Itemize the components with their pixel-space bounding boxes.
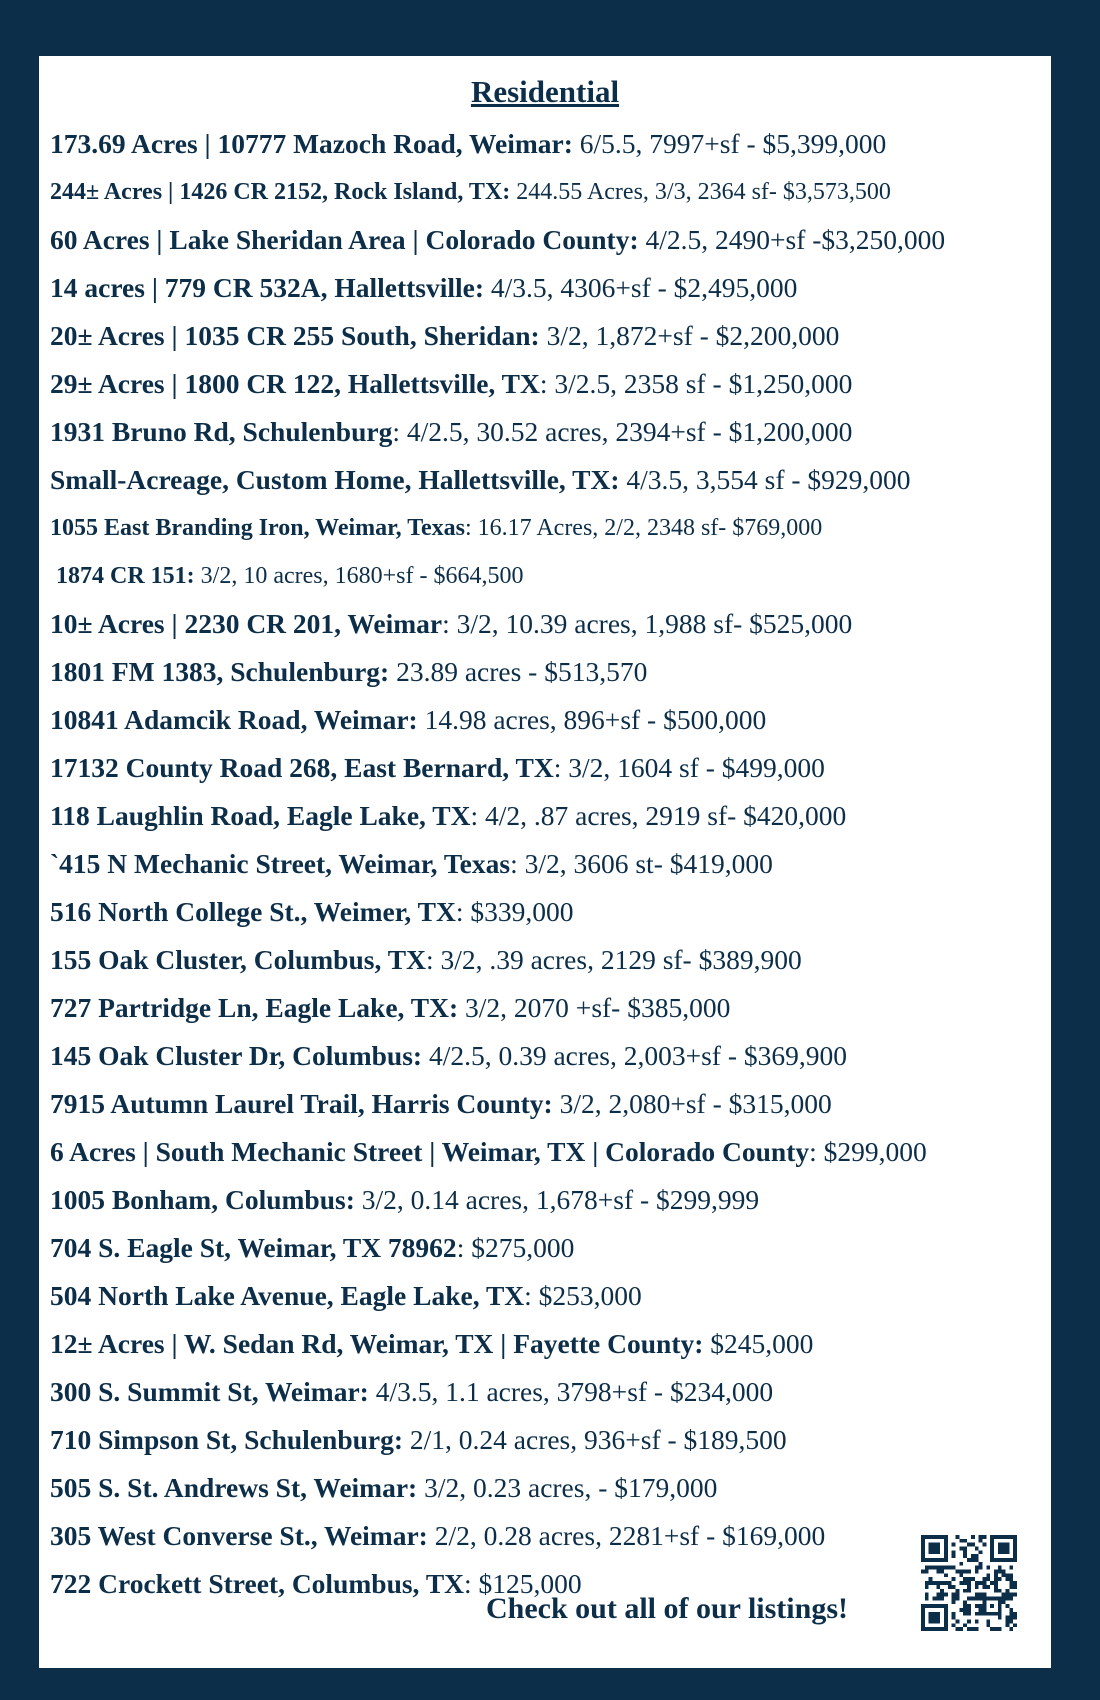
- listing-details: : $125,000: [464, 1568, 582, 1599]
- listing-name: 10± Acres | 2230 CR 201, Weimar: [50, 608, 443, 639]
- listing-name: 173.69 Acres | 10777 Mazoch Road, Weimar:: [50, 128, 573, 159]
- listing-details: 3/2, 0.23 acres, - $179,000: [417, 1472, 718, 1503]
- listing-name: 17132 County Road 268, East Bernard, TX: [50, 752, 554, 783]
- listing-name: 1801 FM 1383, Schulenburg:: [50, 656, 390, 687]
- listing-details: 23.89 acres - $513,570: [389, 656, 648, 687]
- listing-details: 2/2, 0.28 acres, 2281+sf - $169,000: [427, 1520, 826, 1551]
- listing-name: 60 Acres | Lake Sheridan Area | Colorado County:: [50, 224, 639, 255]
- listing-name: 20± Acres | 1035 CR 255 South, Sheridan:: [50, 320, 540, 351]
- listing-details: : 3/2, .39 acres, 2129 sf- $389,900: [425, 944, 802, 975]
- listing-name: 710 Simpson St, Schulenburg:: [50, 1424, 404, 1455]
- section-heading: Residential: [470, 74, 620, 109]
- listings-panel: [39, 56, 1051, 1668]
- listing-item[interactable]: [50, 696, 945, 744]
- listing-item[interactable]: [50, 408, 945, 456]
- listing-details: 14.98 acres, 896+sf - $500,000: [417, 704, 767, 735]
- listing-details: : 3/2, 10.39 acres, 1,988 sf- $525,000: [442, 608, 853, 639]
- listing-item[interactable]: [50, 360, 945, 408]
- listing-name: 1931 Bruno Rd, Schulenburg: [50, 416, 393, 447]
- listing-details: 4/2.5, 0.39 acres, 2,003+sf - $369,900: [422, 1040, 847, 1071]
- listing-item[interactable]: [50, 1416, 945, 1464]
- listing-details: 3/2, 2070 +sf- $385,000: [458, 992, 731, 1023]
- listing-details: 4/3.5, 1.1 acres, 3798+sf - $234,000: [368, 1376, 774, 1407]
- listing-item[interactable]: [50, 1512, 945, 1560]
- listing-name: 14 acres | 779 CR 532A, Hallettsville:: [50, 272, 485, 303]
- listing-item[interactable]: [50, 1176, 945, 1224]
- listing-item[interactable]: [50, 840, 945, 888]
- listing-details: : 3/2.5, 2358 sf - $1,250,000: [539, 368, 853, 399]
- listing-name: 504 North Lake Avenue, Eagle Lake, TX: [50, 1280, 525, 1311]
- listing-item[interactable]: [50, 1080, 945, 1128]
- listing-name: `415 N Mechanic Street, Weimar, Texas: [50, 848, 511, 879]
- listing-details: : 4/2, .87 acres, 2919 sf- $420,000: [470, 800, 847, 831]
- listing-details: 244.55 Acres, 3/3, 2364 sf- $3,573,500: [510, 179, 891, 205]
- listing-details: 4/3.5, 3,554 sf - $929,000: [619, 464, 911, 495]
- listing-name: 516 North College St., Weimer, TX: [50, 896, 456, 927]
- listing-details: : 3/2, 3606 st- $419,000: [510, 848, 773, 879]
- listing-details: 3/2, 0.14 acres, 1,678+sf - $299,999: [354, 1184, 760, 1215]
- listing-name: 1005 Bonham, Columbus:: [50, 1184, 355, 1215]
- listing-details: $245,000: [703, 1328, 814, 1359]
- listing-name: 244± Acres | 1426 CR 2152, Rock Island, TX:: [50, 179, 511, 205]
- listing-name: Small-Acreage, Custom Home, Hallettsville, TX:: [50, 464, 620, 495]
- listing-details: 4/3.5, 4306+sf - $2,495,000: [484, 272, 798, 303]
- listing-item[interactable]: [50, 936, 945, 984]
- listing-item[interactable]: [50, 1320, 945, 1368]
- listing-name: 145 Oak Cluster Dr, Columbus:: [50, 1040, 423, 1071]
- listing-item[interactable]: [50, 1272, 945, 1320]
- listing-item[interactable]: [50, 504, 945, 552]
- listing-item[interactable]: [50, 1032, 945, 1080]
- listing-name: 12± Acres | W. Sedan Rd, Weimar, TX | Fayette County:: [50, 1328, 704, 1359]
- listing-details: 6/5.5, 7997+sf - $5,399,000: [572, 128, 887, 159]
- listing-item[interactable]: [50, 264, 945, 312]
- listing-item[interactable]: [50, 984, 945, 1032]
- listing-item[interactable]: [50, 1368, 945, 1416]
- listing-item[interactable]: [50, 168, 945, 216]
- listing-item[interactable]: [50, 120, 945, 168]
- listing-name: 1055 East Branding Iron, Weimar, Texas: [50, 515, 465, 541]
- listing-name: 300 S. Summit St, Weimar:: [50, 1376, 369, 1407]
- listing-name: 704 S. Eagle St, Weimar, TX 78962: [50, 1232, 457, 1263]
- listing-details: : 16.17 Acres, 2/2, 2348 sf- $769,000: [464, 515, 823, 541]
- listing-item[interactable]: [50, 216, 945, 264]
- listing-details: 4/2.5, 2490+sf -$3,250,000: [638, 224, 946, 255]
- listing-item[interactable]: [50, 312, 945, 360]
- listing-name: 1874 CR 151:: [56, 563, 195, 589]
- residential-listings: [50, 120, 945, 1608]
- listing-name: 6 Acres | South Mechanic Street | Weimar, TX | Colorado County: [50, 1136, 810, 1167]
- listing-name: 727 Partridge Ln, Eagle Lake, TX:: [50, 992, 459, 1023]
- listing-item[interactable]: [50, 744, 945, 792]
- all-listings-link[interactable]: Check out all of our listings!: [486, 1592, 848, 1625]
- listing-name: 305 West Converse St., Weimar:: [50, 1520, 428, 1551]
- listing-name: 118 Laughlin Road, Eagle Lake, TX: [50, 800, 471, 831]
- listing-name: 505 S. St. Andrews St, Weimar:: [50, 1472, 418, 1503]
- listing-item[interactable]: [50, 456, 945, 504]
- listing-details: : $275,000: [456, 1232, 575, 1263]
- listing-item[interactable]: [50, 792, 945, 840]
- listing-item[interactable]: [50, 1128, 945, 1176]
- listing-details: : $253,000: [524, 1280, 642, 1311]
- listing-name: 155 Oak Cluster, Columbus, TX: [50, 944, 426, 975]
- listing-details: : 4/2.5, 30.52 acres, 2394+sf - $1,200,000: [392, 416, 853, 447]
- qr-code-icon[interactable]: [921, 1535, 1017, 1631]
- listing-item[interactable]: [50, 1464, 945, 1512]
- listing-details: : $339,000: [455, 896, 574, 927]
- listing-details: 3/2, 1,872+sf - $2,200,000: [539, 320, 840, 351]
- listing-name: 29± Acres | 1800 CR 122, Hallettsville, TX: [50, 368, 540, 399]
- listing-name: 10841 Adamcik Road, Weimar:: [50, 704, 418, 735]
- listing-name: 7915 Autumn Laurel Trail, Harris County:: [50, 1088, 553, 1119]
- listing-item[interactable]: [50, 600, 945, 648]
- listing-item[interactable]: [50, 648, 945, 696]
- listing-item[interactable]: [50, 552, 945, 600]
- listing-item[interactable]: [50, 888, 945, 936]
- listing-details: : 3/2, 1604 sf - $499,000: [553, 752, 825, 783]
- listing-details: 3/2, 2,080+sf - $315,000: [552, 1088, 832, 1119]
- listing-details: 2/1, 0.24 acres, 936+sf - $189,500: [403, 1424, 787, 1455]
- listing-details: 3/2, 10 acres, 1680+sf - $664,500: [194, 563, 524, 589]
- listing-item[interactable]: [50, 1224, 945, 1272]
- listing-details: : $299,000: [809, 1136, 927, 1167]
- listing-name: 722 Crockett Street, Columbus, TX: [50, 1568, 465, 1599]
